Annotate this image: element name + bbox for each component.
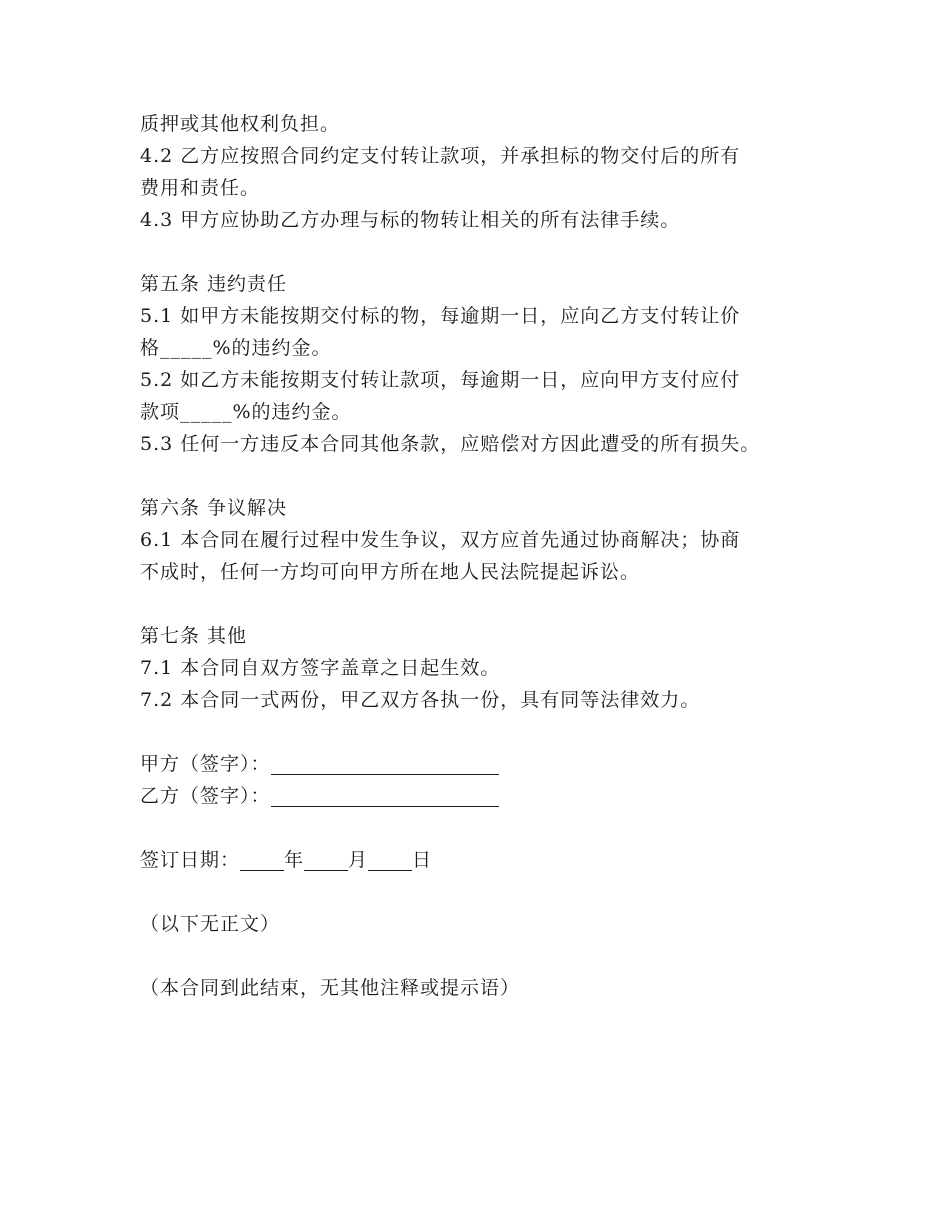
spacer [140,876,840,908]
signing-date-row [140,844,840,876]
party-a-signature-row [140,748,840,780]
day-label: 日 [412,849,433,871]
clause-5-2-line-1: 5.2 如乙方未能按期支付转让款项，每逾期一日，应向甲方支付应付 [140,369,741,391]
month-label: 月 [348,849,369,871]
party-a-signature-blank [271,752,499,775]
clause-7-heading: 第七条 其他 [140,625,248,647]
spacer [140,716,840,748]
clause-6-heading: 第六条 争议解决 [140,497,288,519]
party-a-signature-label: 甲方（签字）： [140,753,271,775]
clause-5-1-line-2: 格_____%的违约金。 [140,337,332,359]
clause-5-2-line-2: 款项_____%的违约金。 [140,401,352,423]
clause-6-1-line-2: 不成时，任何一方均可向甲方所在地人民法院提起诉讼。 [140,561,641,583]
month-blank [304,848,348,871]
party-b-signature-label: 乙方（签字）： [140,785,271,807]
clause-4-line-1: 质押或其他权利负担。 [140,113,341,135]
no-further-text-note: （以下无正文） [140,913,281,935]
clause-5-3: 5.3 任何一方违反本合同其他条款，应赔偿对方因此遭受的所有损失。 [140,433,761,455]
spacer [140,940,840,972]
day-blank [368,848,412,871]
clause-6-1-line-1: 6.1 本合同在履行过程中发生争议，双方应首先通过协商解决；协商 [140,529,741,551]
contract-end-note: （本合同到此结束，无其他注释或提示语） [140,977,521,999]
party-b-signature-row [140,780,840,812]
year-label: 年 [284,849,305,871]
year-blank [240,848,284,871]
clause-5-1-line-1: 5.1 如甲方未能按期交付标的物，每逾期一日，应向乙方支付转让价 [140,305,741,327]
spacer [140,588,840,620]
contract-page [140,108,840,1004]
signing-date-label: 签订日期： [140,849,241,871]
spacer [140,812,840,844]
spacer [140,460,840,492]
party-b-signature-blank [271,784,499,807]
clause-5-heading: 第五条 违约责任 [140,273,288,295]
clause-4-2-line-2: 费用和责任。 [140,177,261,199]
clause-7-1: 7.1 本合同自双方签字盖章之日起生效。 [140,657,501,679]
clause-7-2: 7.2 本合同一式两份，甲乙双方各执一份，具有同等法律效力。 [140,689,701,711]
clause-4-2-line-1: 4.2 乙方应按照合同约定支付转让款项，并承担标的物交付后的所有 [140,145,741,167]
clause-4-3: 4.3 甲方应协助乙方办理与标的物转让相关的所有法律手续。 [140,209,681,231]
spacer [140,236,840,268]
